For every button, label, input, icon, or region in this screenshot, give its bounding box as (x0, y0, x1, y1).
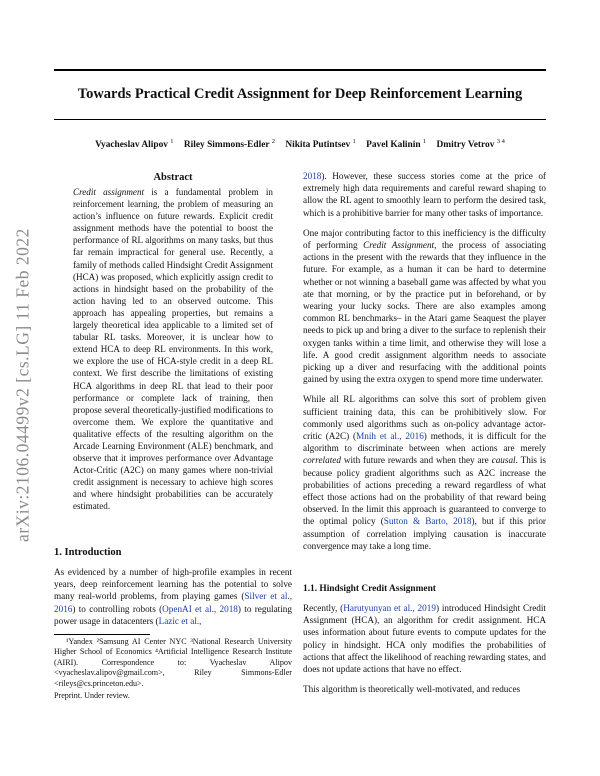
citation-link[interactable]: Lazic et al., (158, 615, 202, 626)
affiliation-footnote: ¹Yandex ²Samsung AI Center NYC ³National Research University Higher School of Economics ⁴Artificial Intelligence Research Institute (AIRI). Correspondence to: Vyacheslav Alipov <vyacheslav.alipov@gmail.com>, Riley Simmons-Edler <rileys@cs.princeton.edu>. (54, 637, 292, 688)
subsection-heading-hca: 1.1. Hindsight Credit Assignment (303, 584, 436, 594)
paragraph: This algorithm is theoretically well-motivated, and reduces (303, 684, 521, 695)
citation-link[interactable]: 2018 (303, 171, 322, 181)
author: Nikita Putintsev $^1$ (285, 138, 356, 150)
footnote-rule (54, 634, 150, 635)
paper-title: Towards Practical Credit Assignment for Deep Reinforcement Learning (77, 86, 523, 102)
title-rule-top (54, 69, 546, 71)
paragraph: While all RL algorithms can solve this sort of problem given sufficient training data, this can be prohibitively slow. For commonly used algorithms such as on-policy advantage actor-critic (A2C) (Mnih et al., 2016) methods, it is difficult for the algorithm to discriminate between when actions are merely correlated with future rewards and when they are causal. This is because policy gradient algorithms such as A2C increase the probabilities of actions preceding a reward regardless of what effect those actions had on the probability of that reward being observed. In the limit this approach is guaranteed to converge to the optimal policy (Sutton & Barto, 2018), but if this prior assumption of correlation implying causation is inaccurate convergence may take a long time. (303, 394, 546, 551)
citation-link[interactable]: Silver et al., 2016 (54, 591, 292, 614)
right-column-lower (303, 602, 546, 695)
author: Pavel Kalinin $^1$ (366, 138, 427, 150)
right-column (303, 170, 546, 552)
section-heading-introduction: 1. Introduction (54, 547, 122, 558)
arxiv-stamp: arXiv:2106.04499v2 [cs.LG] 11 Feb 2022 (12, 228, 33, 542)
citation-link[interactable]: OpenAI et al., 2018 (162, 603, 238, 614)
author: Vyacheslav Alipov $^1$ (95, 138, 174, 150)
citation-link[interactable]: Sutton & Barto, 2018 (383, 516, 472, 527)
abstract-body: Credit assignment is a fundamental problem in reinforcement learning, the problem of measuring an action’s influence on future rewards. Explicit credit assignment methods have the potential to boost the performance of RL algorithms on many tasks, but thus far remain impractical for general use. Recently, a family of methods called Hindsight Credit Assignment (HCA) was proposed, which explicitly assign credit to actions in hindsight based on the probability of the action having led to an observed outcome. This approach has appealing properties, but remains a largely theoretical idea applicable to a limited set of tabular RL tasks. Moreover, it is unclear how to extend HCA to deep RL environments. In this work, we explore the use of HCA-style credit in a deep RL context. We first describe the limitations of existing HCA algorithms in deep RL that lead to their poor performance or complete lack of training, then propose several theoretically-justified modifications to overcome them. We explore the quantitative and qualitative effects of the resulting algorithm on the Arcade Learning Environment (ALE) benchmark, and observe that it improves performance over Advantage Actor-Critic (A2C) on many games where non-trivial credit assignment is necessary to achieve high scores and where hindsight probabilities can be accurately estimated. (73, 187, 273, 512)
abstract-heading: Abstract (153, 172, 193, 183)
author: Dmitry Vetrov $^{3 4}$ (436, 138, 505, 150)
paragraph: Recently, (Harutyunyan et al., 2019) introduced Hindsight Credit Assignment (HCA), an algorithm for credit assignment. HCA uses information about future events to compute updates for the policy in hindsight. HCA only modifies the probabilities of actions that affect the likelihood of reaching rewarding states, and does not update actions that have no effect. (303, 603, 546, 675)
intro-paragraph: As evidenced by a number of high-profile examples in recent years, deep reinforcement learning has the potential to solve many real-world problems, from playing games (Silver et al., 2016) to controlling robots (OpenAI et al., 2018) to regulating power usage in datacenters (Lazic et al., (54, 567, 292, 626)
citation-link[interactable]: Mnih et al., 2016 (356, 431, 424, 442)
author: Riley Simmons-Edler $^2$ (183, 138, 275, 150)
preprint-note: Preprint. Under review. (54, 691, 130, 700)
paragraph: 2018). However, these success stories come at the price of extremely high data requirements and careful reward shaping to allow the RL agent to smoothly learn to perform the desired task, which is a prohibitive barrier for many other tasks of importance. (303, 171, 546, 218)
title-rule-bottom (54, 119, 546, 120)
paragraph: One major contributing factor to this inefficiency is the difficulty of performing Credit Assignment, the process of associating actions in the present with the rewards that they influence in the future. For example, as a human it can be hard to determine whether or not winning a baseball game was affected by what you ate that morning, or by the practice put in beforehand, or by wearing your lucky socks. There are also examples among common RL benchmarks– in the Atari game Seaquest the player needs to pick up and bring a diver to the surface to replenish their oxygen tanks within a time limit, and otherwise they will lose a life. A good credit assignment algorithm needs to associate picking up a diver and resurfacing with the additional points gained by using the extra oxygen to spend more time underwater. (303, 227, 546, 385)
author-list (54, 135, 546, 152)
citation-link[interactable]: Harutyunyan et al., 2019 (343, 603, 436, 613)
